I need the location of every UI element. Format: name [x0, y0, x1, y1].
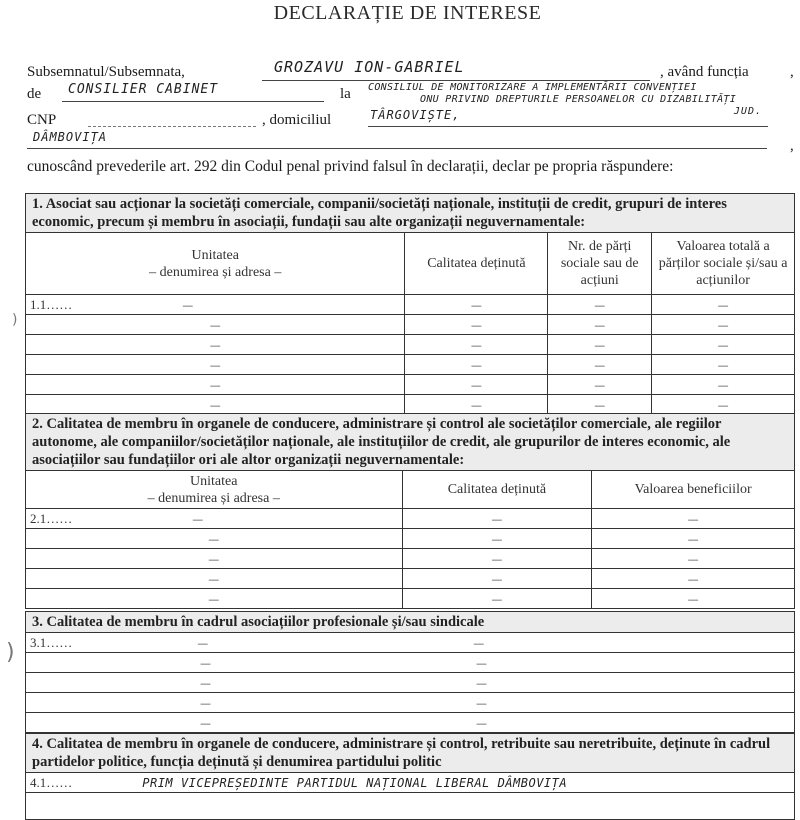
domicile-value: TÂRGOVIȘTE,: [370, 108, 461, 122]
table-cell[interactable]: — —: [26, 653, 795, 673]
table-cell[interactable]: —: [405, 335, 548, 355]
domicile-field-line2[interactable]: [27, 128, 767, 149]
table-cell[interactable]: [26, 773, 795, 793]
trailing-comma-2: ,: [790, 138, 794, 154]
table-row: [26, 355, 795, 375]
table-row: [26, 509, 795, 529]
table-row: [26, 375, 795, 395]
margin-bracket-mark: ): [12, 312, 18, 328]
section-2-heading: 2. Calitatea de membru în organele de conducere, administrare și control ale societăților comerciale, ale regiilor autonome, ale companiilor/societăților naționale, ale instituțiilor de credit, ale grupurilor de interes economic, ale asociațiilor sau fundațiilor ori ale altor organizații neguvernamentale:: [26, 414, 795, 471]
party-function-value: PRIM VICEPREȘEDINTE PARTIDUL NAȚIONAL LIBERAL DÂMBOVIȚA: [142, 775, 568, 790]
la-label: la: [340, 86, 351, 102]
table-row: [26, 673, 795, 693]
table-cell[interactable]: — —: [26, 673, 795, 693]
table-row: [26, 315, 795, 335]
trailing-comma: ,: [790, 64, 794, 80]
column-quality: Calitatea deținută: [405, 233, 548, 295]
column-shares-count: Nr. de părți sociale sau de acțiuni: [548, 233, 652, 295]
table-cell[interactable]: —: [402, 509, 592, 529]
table-cell[interactable]: —: [548, 355, 652, 375]
domicile-field[interactable]: [368, 106, 768, 127]
table-cell[interactable]: —: [592, 509, 795, 529]
table-row: [26, 793, 795, 820]
section-1-heading: 1. Asociat sau acționar la societăți comerciale, companii/societăți naționale, instituții de credit, grupuri de interes economic, precum și membru în asociații, fundații sau alte organizații neguvernamentale:: [26, 194, 795, 233]
table-cell[interactable]: —: [26, 395, 405, 415]
table-cell[interactable]: —: [26, 315, 405, 335]
row-label: 4.1……: [30, 774, 73, 790]
table-cell[interactable]: —: [548, 315, 652, 335]
table-row: [26, 713, 795, 733]
section-1-table: [25, 193, 795, 415]
table-row: [26, 549, 795, 569]
table-row: [26, 773, 795, 793]
document-title: DECLARAȚIE DE INTERESE: [273, 2, 542, 24]
table-cell[interactable]: —: [592, 529, 795, 549]
table-row: [26, 569, 795, 589]
de-label: de: [27, 86, 42, 102]
table-cell[interactable]: —: [652, 315, 795, 335]
column-shares-value: Valoarea totală a părților sociale și/sau a acțiunilor: [652, 233, 795, 295]
table-cell[interactable]: —: [26, 569, 403, 589]
table-cell[interactable]: —: [548, 295, 652, 315]
table-row: [26, 589, 795, 609]
table-cell[interactable]: —: [548, 335, 652, 355]
table-cell[interactable]: —: [26, 589, 403, 609]
table-cell[interactable]: —: [26, 355, 405, 375]
row-label: 1.1……: [30, 296, 73, 312]
table-cell[interactable]: [26, 793, 795, 820]
table-cell[interactable]: 1.1…… —: [26, 295, 405, 315]
table-row: [26, 335, 795, 355]
column-benefits-value: Valoarea beneficiilor: [592, 471, 795, 509]
section-3-table: [25, 611, 795, 733]
table-cell[interactable]: —: [652, 375, 795, 395]
table-cell[interactable]: — —: [26, 713, 795, 733]
table-row: [26, 633, 795, 653]
section-2-table: [25, 413, 795, 609]
table-cell[interactable]: —: [405, 375, 548, 395]
table-row: [26, 653, 795, 673]
margin-bracket-mark: ): [6, 640, 15, 665]
section-4-table: [25, 733, 795, 820]
function-value: CONSILIER CABINET: [68, 82, 219, 97]
legal-statement: cunoscând prevederile art. 292 din Codul penal privind falsul în declarații, declar pe propria răspundere:: [27, 158, 674, 175]
table-row: [26, 395, 795, 415]
table-cell[interactable]: —: [405, 295, 548, 315]
table-cell[interactable]: —: [405, 395, 548, 415]
table-cell[interactable]: — —: [26, 693, 795, 713]
table-cell[interactable]: —: [402, 589, 592, 609]
name-label: Subsemnatul/Subsemnata,: [27, 64, 185, 80]
row-label: 3.1……: [30, 634, 73, 650]
table-cell[interactable]: —: [26, 549, 403, 569]
institution-line2: ONU PRIVIND DREPTURILE PERSOANELOR CU DIZABILITĂȚI: [420, 94, 737, 105]
table-cell[interactable]: —: [26, 529, 403, 549]
institution-line1: CONSILIUL DE MONITORIZARE A IMPLEMENTĂRII CONVENȚIEI: [368, 82, 697, 93]
domicile-tail: JUD.: [733, 106, 762, 117]
table-cell[interactable]: —: [548, 375, 652, 395]
table-cell[interactable]: —: [652, 395, 795, 415]
column-unit: Unitatea – denumirea și adresa –: [26, 471, 403, 509]
cnp-field[interactable]: [88, 108, 256, 127]
section-3-heading: 3. Calitatea de membru în cadrul asociațiilor profesionale și/sau sindicale: [26, 612, 795, 633]
table-cell[interactable]: —: [548, 395, 652, 415]
name-value: GROZAVU ION-GABRIEL: [274, 58, 465, 76]
function-label: , având funcția: [660, 64, 749, 80]
table-cell[interactable]: —: [26, 335, 405, 355]
cnp-label: CNP: [27, 112, 57, 128]
table-cell[interactable]: —: [402, 569, 592, 589]
function-field[interactable]: [62, 80, 324, 102]
table-cell[interactable]: 2.1…… —: [26, 509, 403, 529]
table-cell[interactable]: —: [402, 549, 592, 569]
column-quality: Calitatea deținută: [402, 471, 592, 509]
table-cell[interactable]: —: [652, 335, 795, 355]
domicile-label: , domiciliul: [262, 112, 332, 128]
column-unit: Unitatea – denumirea și adresa –: [26, 233, 405, 295]
table-row: [26, 693, 795, 713]
table-cell[interactable]: —: [592, 549, 795, 569]
table-cell[interactable]: —: [405, 315, 548, 335]
domicile-line2: DÂMBOVIȚA: [33, 130, 108, 144]
table-cell[interactable]: —: [26, 375, 405, 395]
table-cell[interactable]: —: [402, 529, 592, 549]
name-field[interactable]: [262, 58, 650, 81]
table-cell[interactable]: —: [405, 355, 548, 375]
section-4-heading: 4. Calitatea de membru în organele de conducere, administrare și control, retribuite sau neretribuite, deținute în cadrul partidelor politice, funcția deținută și denumirea partidului politic: [26, 734, 795, 773]
table-row: [26, 529, 795, 549]
table-cell[interactable]: —: [652, 355, 795, 375]
table-cell[interactable]: —: [652, 295, 795, 315]
table-cell[interactable]: —: [592, 589, 795, 609]
table-cell[interactable]: 3.1…… — —: [26, 633, 795, 653]
table-cell[interactable]: —: [592, 569, 795, 589]
row-label: 2.1……: [30, 510, 73, 526]
table-row: [26, 295, 795, 315]
